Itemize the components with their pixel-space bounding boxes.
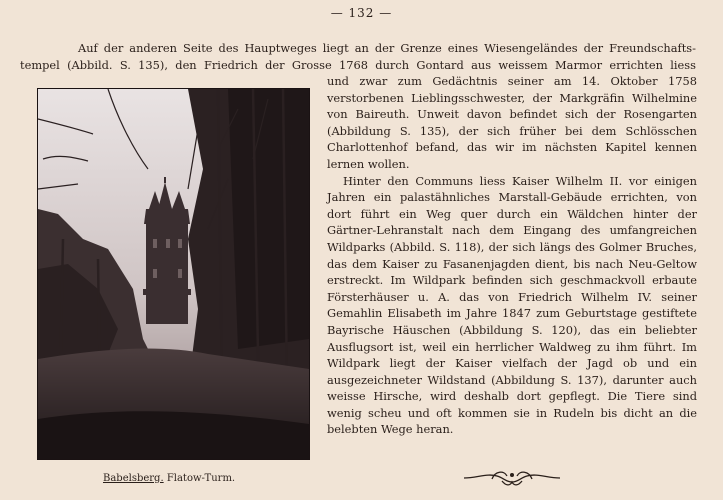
paragraph-1: und zwar zum Gedächtnis seiner am 14. Oktober 1758 verstorbenen Lieblingsschwester, der Markgräfin Wilhelmine von Baireuth. Unweit davon befindet sich der Rosengarten (Abbildung S. 135), der sich früher bei dem Schlösschen Charlottenhof befand, das wir im nächsten Kapitel kennen lernen wollen. xyxy=(327,74,697,171)
caption-subject: Flatow-Turm. xyxy=(166,473,236,484)
intro-line-1: Auf der anderen Seite des Hauptweges liegt an der Grenze eines Wiesengeländes der Freundschafts- xyxy=(78,41,696,55)
page-number: — 132 — xyxy=(330,6,393,20)
tower-photo-image xyxy=(38,89,309,459)
caption-place: Babelsberg. xyxy=(103,473,164,484)
photo-caption xyxy=(103,473,235,484)
intro-line-2: tempel (Abbild. S. 135), den Friedrich der Grosse 1768 durch Gontard aus weissem Marmor errichten liess xyxy=(20,57,696,72)
paragraph-2: Hinter den Communs liess Kaiser Wilhelm II. vor einigen Jahren ein palastähnliches Marstall-Gebäude errichten, von dort führt ein Weg quer durch ein Wäldchen hinter der Gärtner-Lehranstalt nach dem Eingang des umfangreichen Wildparks (Abbild. S. 118), der sich längs des Golmer Bruches, das dem Kaiser zu Fasanenjagden dient, bis nach Neu-Geltow erstreckt. Im Wildpark befinden sich geschmackvoll erbaute Försterhäuser u. A. das von Friedrich Wilhelm IV. seiner Gemahlin Elisabeth im Jahre 1847 zum Geburtstage gestiftete Bayrische Häuschen (Abbildung S. 120), das ein beliebter Ausflugsort ist, weil ein herrlicher Waldweg zu ihm führt. Im Wildpark liegt der Kaiser vielfach der Jagd ob und ein ausgezeichneter Wildstand (Abbildung S. 137), darunter auch weisse Hirsche, wird deshalb dort gepflegt. Die Tiere sind wenig scheu und oft kommen sie in Rudeln bis dicht an die belebten Wege heran. xyxy=(327,173,697,437)
intro-text xyxy=(20,40,696,73)
tower-photo xyxy=(37,88,310,460)
text-column xyxy=(327,73,697,438)
ornament-icon xyxy=(462,467,562,489)
